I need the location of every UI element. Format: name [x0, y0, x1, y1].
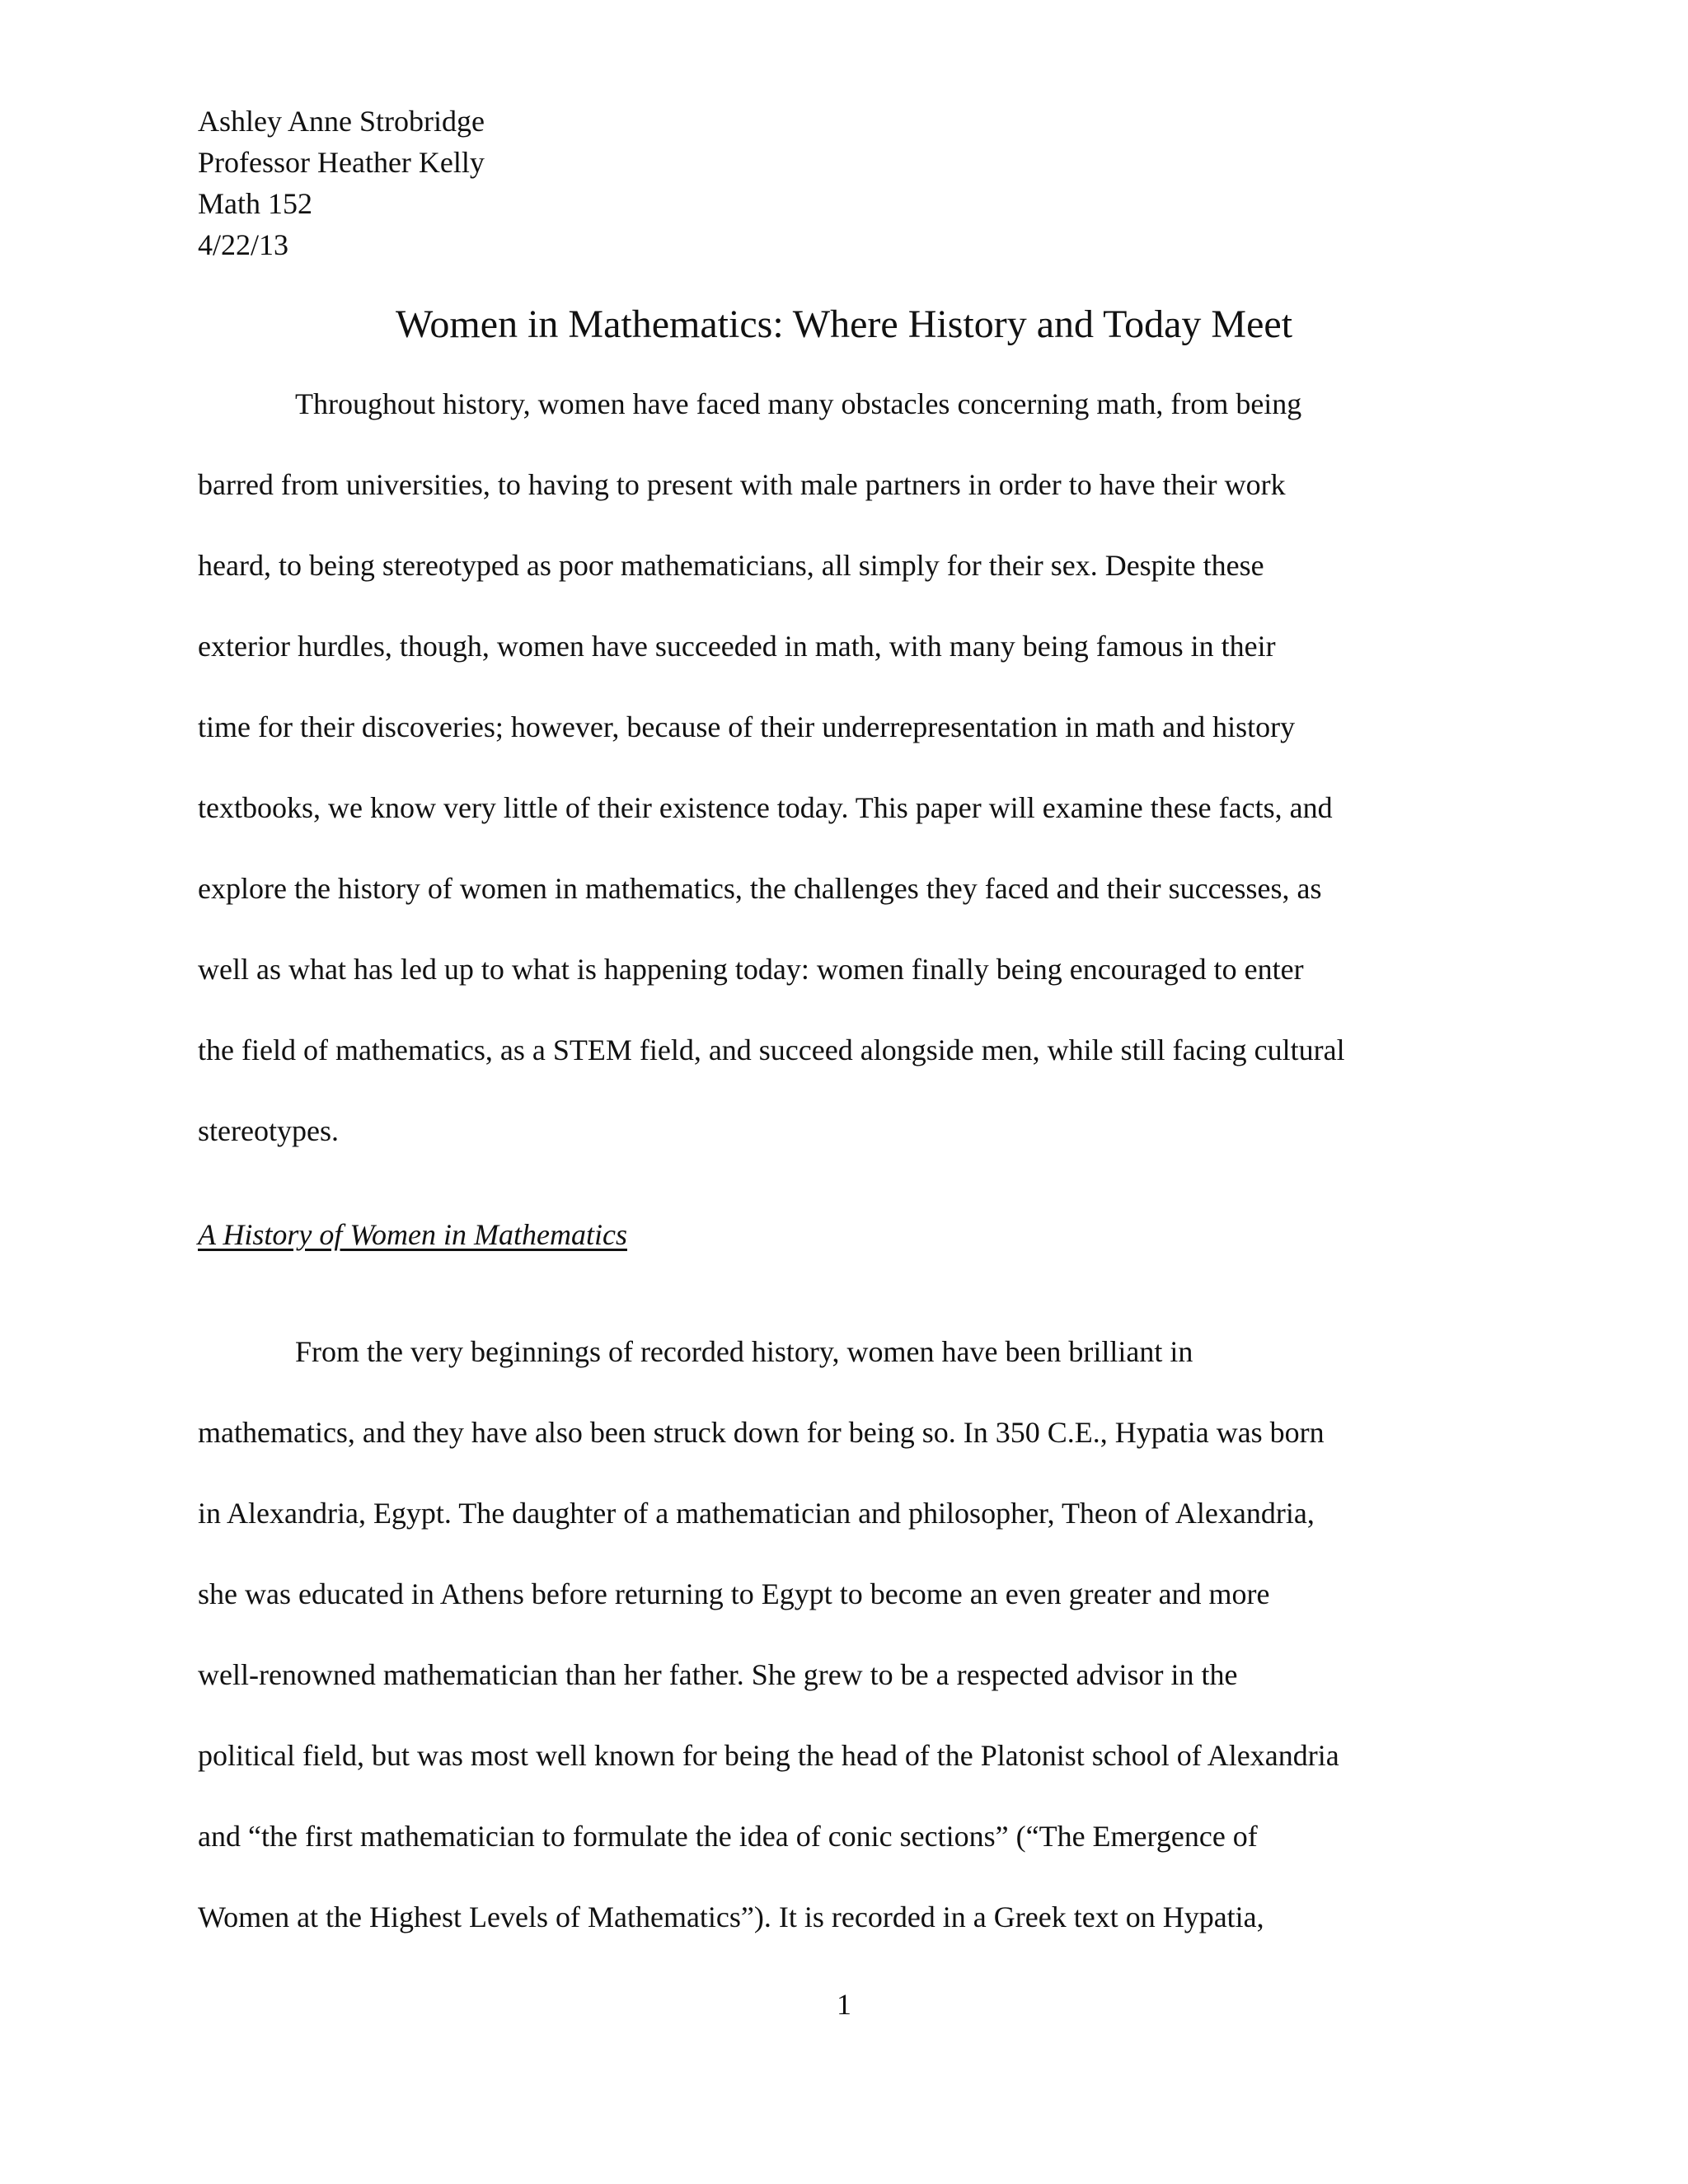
paragraph-line: time for their discoveries; however, because of their underrepresentation in math and history [198, 710, 1296, 743]
section-heading: A History of Women in Mathematics [198, 1218, 627, 1251]
paragraph-line: mathematics, and they have also been struck down for being so. In 350 C.E., Hypatia was born [198, 1416, 1325, 1449]
paper-title: Women in Mathematics: Where History and Today Meet [395, 302, 1293, 346]
header-block [198, 101, 485, 265]
paragraph-line: explore the history of women in mathematics, the challenges they faced and their successes, as [198, 872, 1322, 905]
author-name: Ashley Anne Strobridge [198, 105, 485, 138]
paragraph-line: Women at the Highest Levels of Mathematics”). It is recorded in a Greek text on Hypatia, [198, 1900, 1264, 1933]
paragraph-line: textbooks, we know very little of their existence today. This paper will examine these facts, and [198, 791, 1333, 824]
paragraph-line: well-renowned mathematician than her father. She grew to be a respected advisor in the [198, 1658, 1238, 1691]
paragraph-line: exterior hurdles, though, women have succeeded in math, with many being famous in their [198, 630, 1276, 663]
paper-date: 4/22/13 [198, 228, 289, 261]
paragraph-line: in Alexandria, Egypt. The daughter of a mathematician and philosopher, Theon of Alexandria, [198, 1497, 1315, 1530]
course-name: Math 152 [198, 187, 312, 220]
paragraph-line: well as what has led up to what is happening today: women finally being encouraged to enter [198, 953, 1304, 986]
paragraph-line: and “the first mathematician to formulate the idea of conic sections” (“The Emergence of [198, 1820, 1258, 1853]
page-number: 1 [837, 1988, 851, 2021]
paragraph-line: political field, but was most well known for being the head of the Platonist school of Alexandria [198, 1739, 1339, 1772]
professor-name: Professor Heather Kelly [198, 146, 485, 179]
paragraph-line: barred from universities, to having to present with male partners in order to have their work [198, 468, 1286, 501]
paragraph-line: From the very beginnings of recorded history, women have been brilliant in [295, 1335, 1193, 1368]
paragraph-line: she was educated in Athens before returning to Egypt to become an even greater and more [198, 1577, 1270, 1610]
paragraph-line: heard, to being stereotyped as poor mathematicians, all simply for their sex. Despite these [198, 549, 1264, 582]
paragraph-line: stereotypes. [198, 1114, 339, 1147]
paragraph-line: the field of mathematics, as a STEM field, and succeed alongside men, while still facing cultural [198, 1033, 1345, 1066]
paragraph-line: Throughout history, women have faced many obstacles concerning math, from being [295, 387, 1302, 420]
